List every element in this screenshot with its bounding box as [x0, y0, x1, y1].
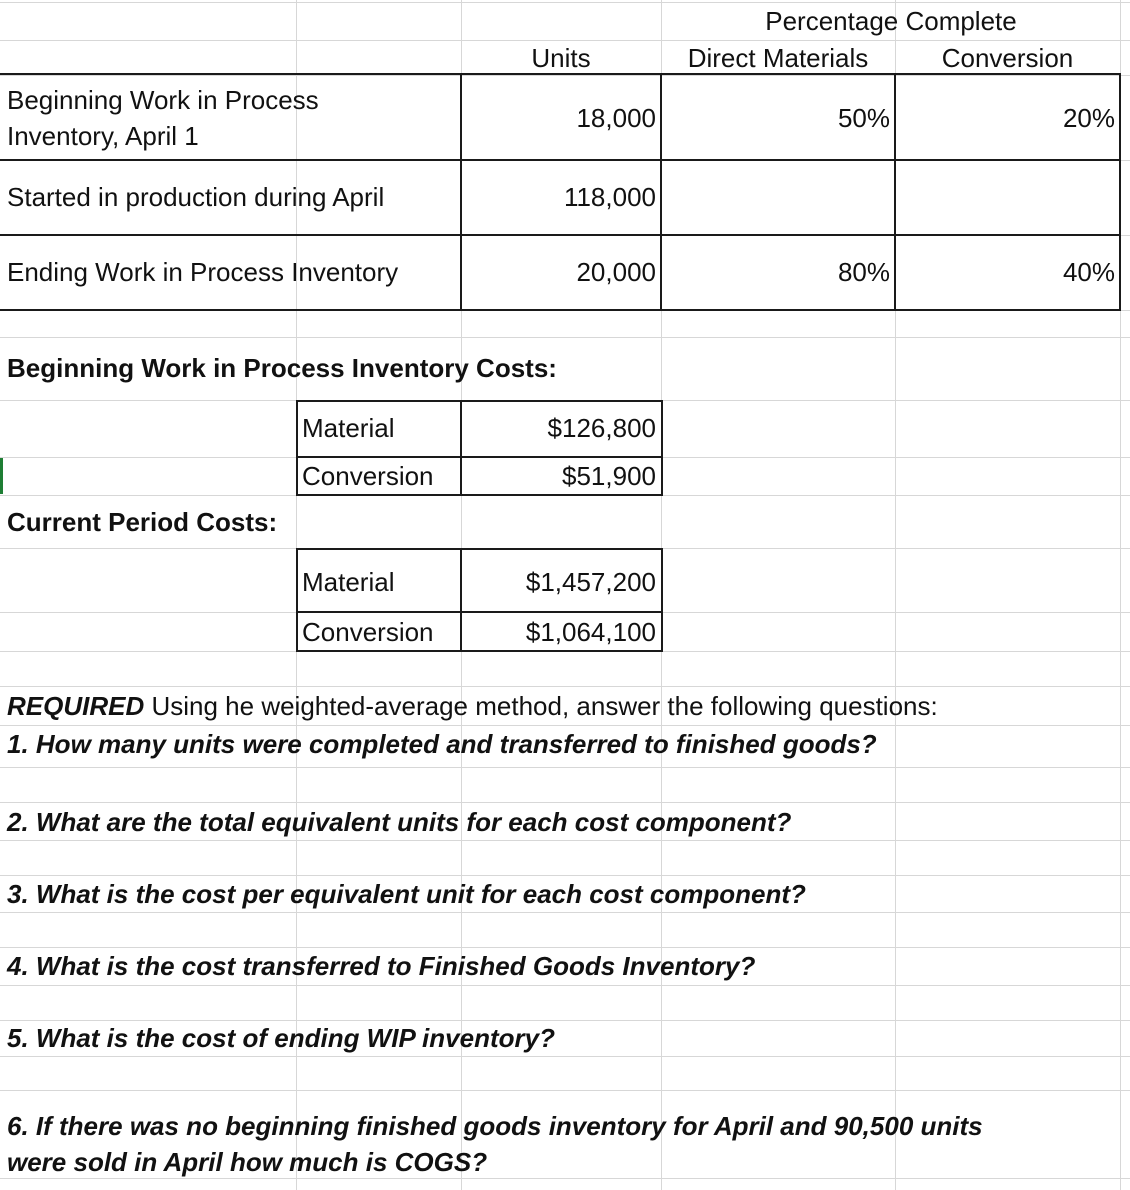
ending-wip-units[interactable]: 20,000 [576, 257, 656, 287]
ending-wip-label: Ending Work in Process Inventory [7, 257, 399, 287]
beginning-wip-label: Beginning Work in Process [7, 85, 319, 115]
started-production-units[interactable]: 118,000 [563, 182, 656, 212]
question-6-line2: were sold in April how much is COGS? [7, 1147, 488, 1177]
beginning-wip-dm-percent[interactable]: 50% [837, 103, 890, 133]
required-text: Using he weighted-average method, answer the following questions: [144, 691, 938, 721]
required-label: REQUIRED [7, 691, 145, 721]
beginning-wip-label-line2: Inventory, April 1 [7, 121, 199, 151]
units-header: Units [531, 43, 591, 73]
current-material-value[interactable]: $1,457,200 [525, 567, 656, 597]
selection-marker [0, 458, 3, 494]
question-2: 2. What are the total equivalent units for each cost component? [7, 807, 792, 837]
beginning-wip-conv-percent[interactable]: 20% [1062, 103, 1115, 133]
ending-wip-conv-percent[interactable]: 40% [1062, 257, 1115, 287]
beginning-costs-title: Beginning Work in Process Inventory Costs: [7, 353, 557, 383]
question-3: 3. What is the cost per equivalent unit for each cost component? [7, 879, 806, 909]
beginning-material-label: Material [302, 413, 395, 443]
current-conversion-value[interactable]: $1,064,100 [525, 617, 656, 647]
question-4: 4. What is the cost transferred to Finished Goods Inventory? [7, 951, 756, 981]
beginning-wip-units[interactable]: 18,000 [576, 103, 656, 133]
required-instructions [7, 691, 938, 721]
current-material-label: Material [302, 567, 395, 597]
beginning-material-value[interactable]: $126,800 [547, 413, 656, 443]
beginning-conversion-value[interactable]: $51,900 [562, 461, 656, 491]
direct-materials-header: Direct Materials [687, 43, 869, 73]
percent-complete-header: Percentage Complete [765, 6, 1017, 36]
started-production-label: Started in production during April [7, 182, 385, 212]
beginning-conversion-label: Conversion [302, 461, 434, 491]
current-conversion-label: Conversion [302, 617, 434, 647]
question-1: 1. How many units were completed and transferred to finished goods? [7, 729, 877, 759]
question-5: 5. What is the cost of ending WIP inventory? [7, 1023, 555, 1053]
conversion-header: Conversion [941, 43, 1074, 73]
question-6: 6. If there was no beginning finished goods inventory for April and 90,500 units [7, 1111, 983, 1141]
ending-wip-dm-percent[interactable]: 80% [837, 257, 890, 287]
current-costs-title: Current Period Costs: [7, 507, 278, 537]
